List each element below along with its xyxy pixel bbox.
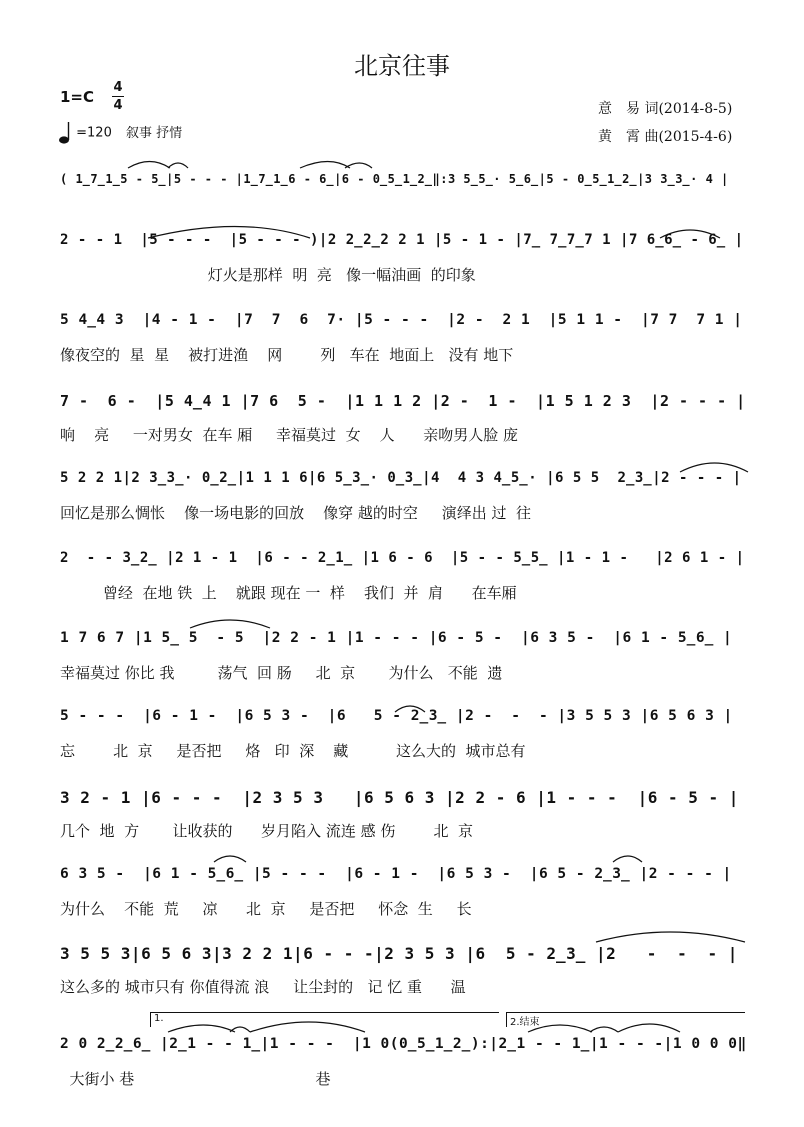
lyric-line: 这么多的 城市只有 你值得流 浪 让尘封的 记 忆 重 温 (60, 978, 466, 996)
notation-line: 2 0 2̲2̲6̲ |2̲1 - - 1̲|1 - - - |1 0(0̲5̲1̲2̲):|2̲1 - - 1̲|1 - - -|1 0 0 0‖ (60, 1036, 747, 1052)
volta-first-ending (150, 1012, 499, 1027)
notation-line: 5 - - - |6 - 1 - |6 5 3 - |6 5 - 2̲3̲ |2 - - - |3 5 5 3 |6 5 6 3 | (60, 708, 733, 724)
lyric-line: 大街小 巷 巷 (60, 1070, 331, 1088)
notation-line: 2 - - 3̲2̲ |2 1 - 1 |6 - - 2̲1̲ |1 6 - 6 |5 - - 5̲5̲ |1 - 1 - |2 6 1 - | (60, 550, 745, 566)
tempo-mood: 叙事 抒情 (126, 125, 183, 141)
song-title: 北京往事 (354, 52, 450, 80)
lyric-line: 灯火是那样 明 亮 像一幅油画 的印象 (60, 266, 476, 284)
lyric-line: 像夜空的 星 星 被打进渔 网 列 车在 地面上 没有 地下 (60, 346, 514, 364)
lyric-line: 曾经 在地 铁 上 就跟 现在 一 样 我们 并 肩 在车厢 (60, 584, 517, 602)
notation-line: 3 2 - 1 |6 - - - |2 3 5 3 |6 5 6 3 |2 2 - 6 |1 - - - |6 - 5 - | (60, 788, 739, 807)
lyric-line: 响 亮 一对男女 在车 厢 幸福莫过 女 人 亲吻男人脸 庞 (60, 426, 519, 444)
time-signature-top: 4 (113, 80, 123, 95)
lyric-line: 几个 地 方 让收获的 岁月陷入 流连 感 伤 北 京 (60, 822, 474, 840)
notation-line: 2 - - 1 |5 - - - |5 - - - )|2 2̲2̲2 2 1 |5 - 1 - |7̲ 7̲7̲7 1 |7 6̲6̲ - 6̲ | (60, 232, 744, 248)
composer-credit: 黄 霄 曲(2015-4-6) (598, 129, 733, 145)
lyric-line: 幸福莫过 你比 我 荡气 回 肠 北 京 为什么 不能 遗 (60, 664, 503, 682)
lyric-line: 为什么 不能 荒 凉 北 京 是否把 怀念 生 长 (60, 900, 472, 918)
quarter-note-icon (58, 120, 72, 146)
notation-line: 5 4̲4 3 |4 - 1 - |7 7 6 7· |5 - - - |2 - 2 1 |5 1 1 - |7 7 7 1 | (60, 312, 743, 328)
volta-second-ending (506, 1012, 745, 1027)
notation-line: 5 2 2 1|2 3̲3̲· 0̲2̲|1 1 1 6|6 5̲3̲· 0̲3̲|4 4 3 4̲5̲· |6 5 5 2̲3̲|2 - - - | (60, 470, 742, 486)
time-signature-bottom: 4 (113, 98, 123, 113)
notation-line: 1 7 6 7 |1 5̲ 5 - 5 |2 2 - 1 |1 - - - |6 - 5 - |6 3 5 - |6 1 - 5̲6̲ | (60, 630, 733, 646)
key-signature: 1=C (60, 88, 95, 106)
volta-second-label: 2.结束 (510, 1017, 540, 1028)
notation-line: 6 3 5 - |6 1 - 5̲6̲ |5 - - - |6 - 1 - |6 5 3 - |6 5 - 2̲3̲ |2 - - - | (60, 866, 732, 882)
notation-line: 7 - 6 - |5 4̲4 1 |7 6 5 - |1 1 1 2 |2 - 1 - |1 5 1 2 3 |2 - - - | (60, 392, 746, 410)
notation-line: ( 1̲7̲1̲5 - 5̲|5 - - - |1̲7̲1̲6 - 6̲|6 - 0̲5̲1̲2̲‖:3 5̲5̲· 5̲6̲|5 - 0̲5̲1̲2̲|3 3̲3̲· 4 | (60, 172, 729, 186)
volta-first-label: 1. (154, 1013, 164, 1024)
lyric-line: 回忆是那么惆怅 像一场电影的回放 像穿 越的时空 演绎出 过 往 (60, 504, 532, 522)
tempo-marking (58, 120, 182, 146)
notation-line: 3 5 5 3|6 5 6 3|3 2 2 1|6 - - -|2 3 5 3 |6 5 - 2̲3̲ |2 - - - | (60, 944, 738, 963)
tempo-value: =120 (76, 125, 112, 141)
time-signature (112, 80, 124, 113)
lyric-line: 忘 北 京 是否把 烙 印 深 藏 这么大的 城市总有 (60, 742, 526, 760)
lyricist-credit: 意 易 词(2014-8-5) (598, 101, 733, 117)
